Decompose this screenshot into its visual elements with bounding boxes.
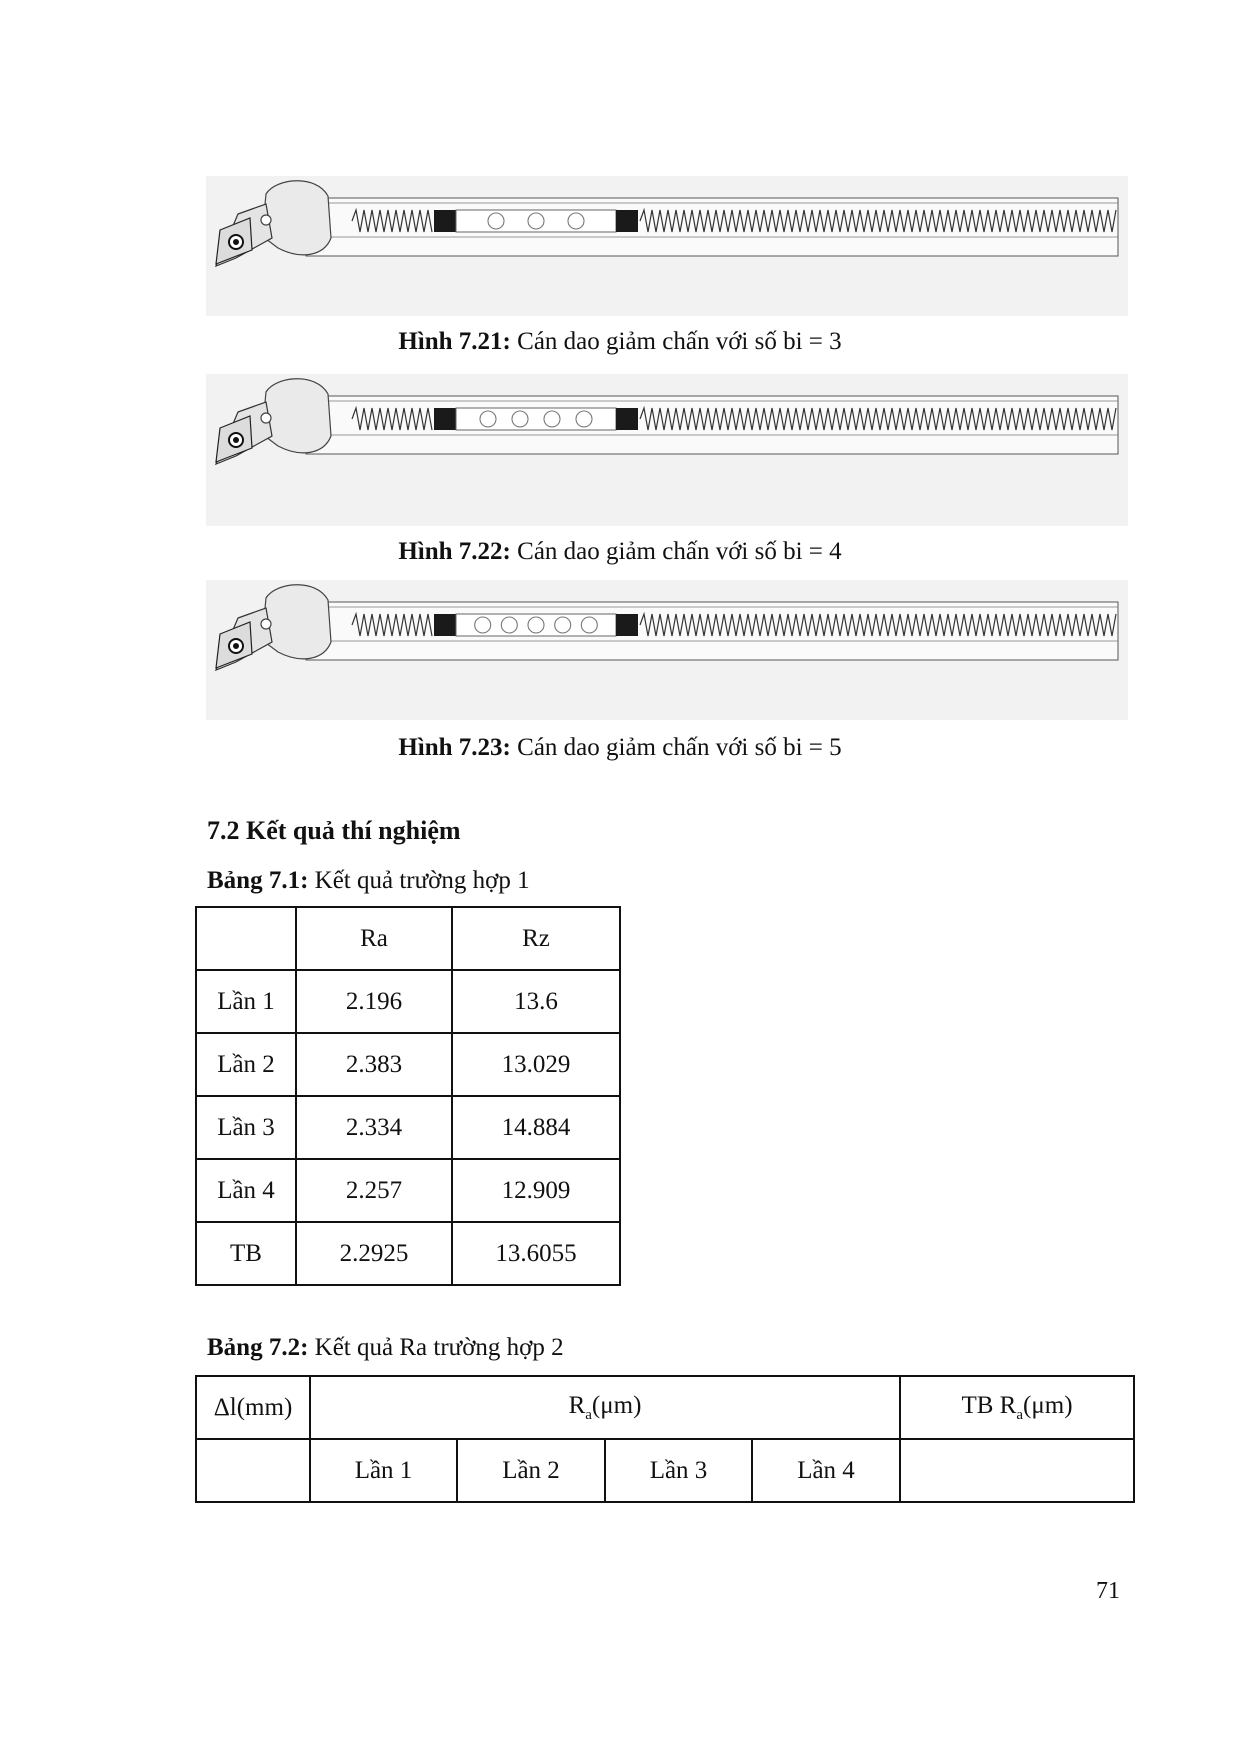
empty-cell	[900, 1439, 1134, 1502]
table-row	[196, 1033, 620, 1096]
figure-caption	[0, 328, 1240, 356]
ra-cell: 2.334	[296, 1096, 452, 1159]
ra-cell: 2.2925	[296, 1222, 452, 1285]
damper-mass-right	[616, 408, 638, 430]
ra-header	[310, 1376, 900, 1439]
bar-body	[306, 602, 1118, 660]
table-label: Bảng 7.2:	[207, 1334, 309, 1361]
figure-caption-text: Cán dao giảm chấn với số bi = 3	[510, 328, 842, 355]
subheader-cell: Lần 1	[310, 1439, 457, 1502]
section-heading: 7.2 Kết quả thí nghiệm	[207, 816, 461, 845]
subheader-cell: Lần 4	[752, 1439, 900, 1502]
ra-cell: 2.257	[296, 1159, 452, 1222]
tb-subscript: a	[1016, 1406, 1024, 1423]
ra-unit: (μm)	[591, 1391, 642, 1419]
tool-head	[262, 379, 331, 453]
table-caption-text: Kết quả trường hợp 1	[308, 867, 530, 894]
dl-header: Δl(mm)	[196, 1376, 310, 1439]
figure-label: Hình 7.22:	[398, 538, 511, 565]
rz-cell: 13.029	[452, 1033, 620, 1096]
damper-mass-right	[616, 210, 638, 232]
figure-7-23	[206, 580, 1128, 720]
ra-cell: 2.196	[296, 970, 452, 1033]
clamp-screw	[261, 215, 271, 225]
row-label: Lần 4	[196, 1159, 296, 1222]
figure-caption-text: Cán dao giảm chấn với số bi = 4	[510, 538, 842, 565]
row-label: Lần 2	[196, 1033, 296, 1096]
results-table-2	[195, 1375, 1135, 1503]
table-caption	[207, 1334, 564, 1362]
tb-unit: (μm)	[1023, 1391, 1073, 1419]
ra-symbol: R	[568, 1391, 586, 1419]
rz-cell: 13.6	[452, 970, 620, 1033]
insert-screw-center	[233, 643, 239, 649]
clamp-screw	[261, 619, 271, 629]
figure-caption	[0, 538, 1240, 566]
table-row	[196, 1222, 620, 1285]
figure-7-22	[206, 374, 1128, 526]
table-caption	[207, 867, 530, 895]
figure-label: Hình 7.21:	[398, 328, 511, 355]
tb-ra-header	[900, 1376, 1134, 1439]
table-row	[196, 1096, 620, 1159]
figure-7-21	[206, 176, 1128, 316]
bar-body	[306, 198, 1118, 256]
table-row	[196, 970, 620, 1033]
rz-cell: 14.884	[452, 1096, 620, 1159]
clamp-screw	[261, 413, 271, 423]
damped-boring-bar-drawing	[206, 176, 1128, 316]
tool-head	[262, 181, 331, 255]
header-cell	[196, 907, 296, 970]
damped-boring-bar-drawing	[206, 580, 1128, 720]
bar-body	[306, 396, 1118, 454]
rz-cell: 13.6055	[452, 1222, 620, 1285]
row-label: Lần 3	[196, 1096, 296, 1159]
figure-label: Hình 7.23:	[398, 734, 511, 761]
damped-boring-bar-drawing	[206, 374, 1128, 526]
header-cell: Ra	[296, 907, 452, 970]
table-row	[196, 1159, 620, 1222]
table-caption-text: Kết quả Ra trường hợp 2	[308, 1334, 564, 1361]
tool-head	[262, 585, 331, 659]
empty-cell	[196, 1439, 310, 1502]
table-label: Bảng 7.1:	[207, 867, 309, 894]
ra-cell: 2.383	[296, 1033, 452, 1096]
page-number: 71	[1096, 1578, 1120, 1604]
ra-subscript: a	[585, 1406, 592, 1423]
table-subheader-row	[196, 1439, 1134, 1502]
damper-mass-left	[434, 614, 456, 636]
tb-symbol: TB R	[961, 1391, 1017, 1419]
table-header-row	[196, 907, 620, 970]
damper-mass-left	[434, 408, 456, 430]
subheader-cell: Lần 2	[457, 1439, 605, 1502]
rz-cell: 12.909	[452, 1159, 620, 1222]
header-cell: Rz	[452, 907, 620, 970]
subheader-cell: Lần 3	[605, 1439, 752, 1502]
figure-caption	[0, 734, 1240, 762]
insert-screw-center	[233, 437, 239, 443]
damper-mass-left	[434, 210, 456, 232]
table-header-row	[196, 1376, 1134, 1439]
row-label: Lần 1	[196, 970, 296, 1033]
figure-caption-text: Cán dao giảm chấn với số bi = 5	[510, 734, 842, 761]
row-label: TB	[196, 1222, 296, 1285]
results-table-1	[195, 906, 621, 1286]
insert-screw-center	[233, 239, 239, 245]
damper-mass-right	[616, 614, 638, 636]
